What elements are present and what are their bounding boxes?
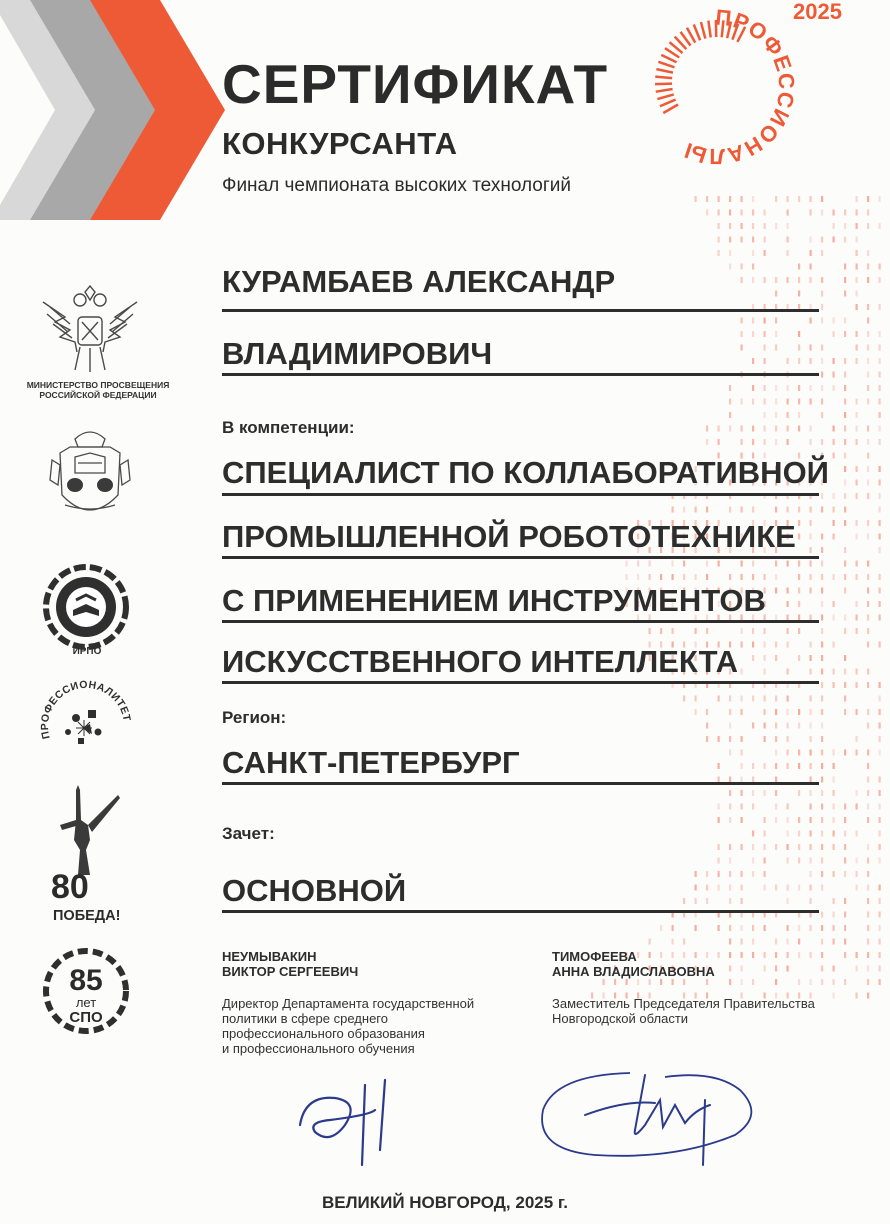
badge-year: 2025 [793,0,842,24]
spo-number: 85 [69,964,103,997]
badge-text: ПРОФЕССИОНАЛЫ [680,4,800,170]
signatory-2-fullname [552,949,715,979]
signature-2-drawing [535,1055,785,1180]
spo-85-logo-icon [40,945,135,1040]
signatory-1-name: ВИКТОР СЕРГЕЕВИЧ [222,964,359,979]
professionaly-badge-icon [645,0,865,170]
signatory-2-name: АННА ВЛАДИСЛАВОВНА [552,964,715,979]
svg-text:ПРОФЕССИОНАЛЫ [681,5,800,169]
ministry-caption: МИНИСТЕРСТВО ПРОСВЕЩЕНИЯ РОССИЙСКОЙ ФЕДЕРАЦИИ [26,380,170,400]
certificate-subtitle: КОНКУРСАНТА [222,126,458,161]
ministry-eagle-emblem-icon [35,282,145,377]
competence-line-2: ПРОМЫШЛЕННОЙ РОБОТОТЕХНИКЕ [222,519,796,554]
competence-underline-3 [222,620,819,623]
competence-underline-4 [222,681,819,684]
competence-underline-1 [222,493,819,496]
region-value: САНКТ-ПЕТЕРБУРГ [222,745,520,780]
certificate-title: СЕРТИФИКАТ [222,53,609,115]
competence-line-3: С ПРИМЕНЕНИЕМ ИНСТРУМЕНТОВ [222,583,766,618]
signatory-1-surname: НЕУМЫВАКИН [222,949,317,964]
svg-text:ПРОФЕССИОНАЛИТЕТ [39,680,133,740]
signatory-2-surname: ТИМОФЕЕВА [552,949,637,964]
signatory-2-post: Заместитель Председателя Правительства Новгородской области [552,996,815,1026]
credit-value: ОСНОВНОЙ [222,873,407,908]
participant-name-line-1: КУРАМБАЕВ АЛЕКСАНДР [222,264,616,299]
irpo-label: ИРПО [72,646,102,657]
competence-line-4: ИСКУССТВЕННОГО ИНТЕЛЛЕКТА [222,644,738,679]
participant-name-line-2: ВЛАДИМИРОВИЧ [222,336,493,371]
chevron-decoration [0,0,230,220]
region-label: Регион: [222,708,287,727]
signatory-1-fullname [222,949,358,979]
professionalitet-label: ПРОФЕССИОНАЛИТЕТ [38,680,133,741]
credit-underline [222,910,819,913]
region-underline [222,782,819,785]
spo-text: СПО [69,1009,103,1026]
pobeda-text: ПОБЕДА! [53,908,121,924]
irpo-logo-icon [40,562,135,657]
spo-years: лет [75,995,97,1010]
signatory-1-post: Директор Департамента государственной политики в сфере среднего профессионального образования и профессионального обучения [222,996,475,1056]
footer-place-date: ВЕЛИКИЙ НОВГОРОД, 2025 г. [321,1193,569,1212]
pobeda-number: 80 [51,868,89,906]
credit-label: Зачет: [222,824,275,843]
competence-line-1: СПЕЦИАЛИСТ ПО КОЛЛАБОРАТИВНОЙ [222,455,829,490]
pobeda-80-logo-icon [48,780,128,925]
novgorod-coat-of-arms-icon [40,425,140,535]
event-name: Финал чемпионата высоких технологий [222,175,571,196]
name-underline-1 [222,309,819,312]
competence-label: В компетенции: [222,418,355,437]
professionalitet-logo-icon [38,680,138,770]
name-underline-2 [222,373,819,376]
competence-underline-2 [222,556,819,559]
signature-1-drawing [290,1070,430,1170]
